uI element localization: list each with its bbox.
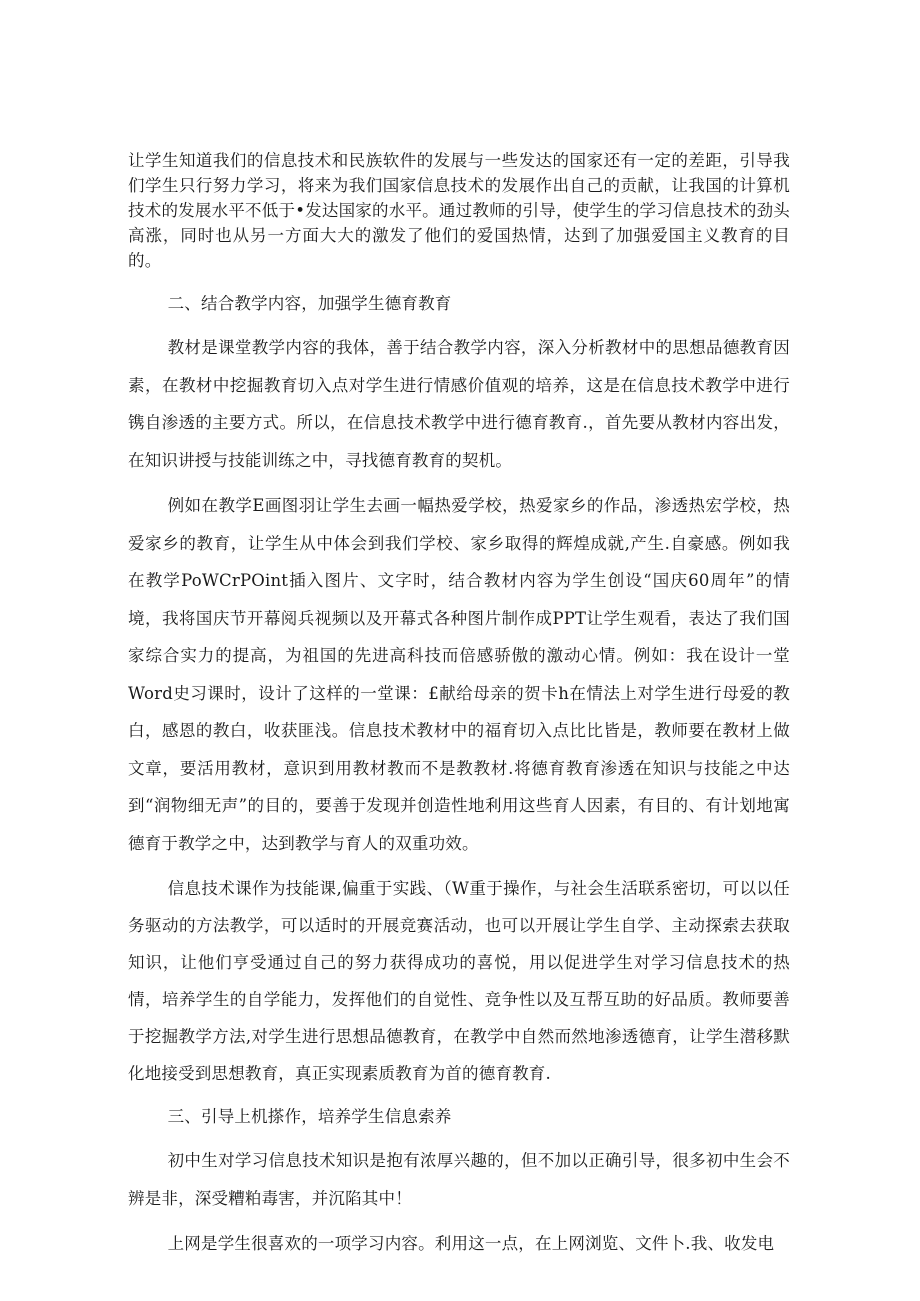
paragraph-examples: 例如在教学E画图羽让学生去画一幅热爱学校，热爱家乡的作品，渗透热宏学校，热爱家乡的教育，让学生从中体会到我们学校、家乡取得的辉煌成就,产生.自豪感。例如我在教学PoWCrPOint插入图片、文字时，结合教材内容为学生创设“国庆60周年”的情境，我将国庆节开幕阅兵视频以及开幕式各种图片制作成PPT让学生观看，表达了我们国家综合实力的提高，为祖国的先进高科技而倍感骄傲的激动心情。例如：我在设计一堂Word史习课时，设计了这样的一堂课：£献给母亲的贺卡h在情法上对学生进行母爱的教白，感恩的教白，收获匪浅。信息技术教材中的福育切入点比比皆是，教师要在教材上做文章，要活用教材，意识到用教材教而不是教教材.将德育教育渗透在知识与技能之中达到“润物细无声”的目的，要善于发现并创造性地利用这些育人因素，有目的、有计划地寓德育于教学之中，达到教学与育人的双重功效。 xyxy=(128,496,790,853)
section-heading-2: 二、结合教学内容，加强学生德育教育 xyxy=(167,294,452,313)
paragraph-junior-students: 初中生对学习信息技术知识是抱有浓厚兴趣的，但不加以正确引导，很多初中生会不辨是非，深受糟粕毒害，并沉陷其中！ xyxy=(128,1151,790,1208)
section-heading-3: 三、引导上机搽作，培养学生信息索养 xyxy=(167,1107,452,1126)
paragraph-internet: 上网是学生很喜欢的一项学习内容。利用这一点，在上网浏览、文件卜.我、收发电 xyxy=(167,1234,775,1253)
paragraph-textbook: 教材是课堂教学内容的我体，善于结合教学内容，深入分析教材中的思想品德教育因素，在教材中挖掘教育切入点对学生进行情感价值观的培养，这是在信息技术教学中进行镌自渗透的主要方式。所以，在信息技术教学中进行德育教育.，首先要从教材内容出发，在知识讲授与技能训练之中，寻找德育教育的契机。 xyxy=(128,338,790,470)
paragraph-skills-course: 信息技术课作为技能课,偏重于实践、（W重于操作，与社会生活联系密切，可以以任务驱动的方法教学，可以适时的开展竞赛活动，也可以开展让学生自学、主动探索去获取知识，让他们亨受通过自己的努力获得成功的喜悦，用以促进学生对学习信息技术的热情，培养学生的自学能力，发挥他们的自觉性、竞争性以及互帮互助的好品质。教师要善于挖掘教学方法,对学生进行思想品德教育，在教学中自然而然地渗透德育，让学生潜移默化地接受到思想教育，真正实现素质教育为首的德育教育. xyxy=(128,879,790,1083)
paragraph-intro: 让学生知道我们的信息技术和民族软件的发展与一些发达的国家还有一定的差距，引导我们学生只行努力学习，将来为我们国家信息技术的发展作出自己的贡献，让我国的计算机技术的发展水平不低于•发达国家的水平。通过教师的引导，使学生的学习信息技术的劲头高涨，同时也从另一方面大大的激发了他们的爱国热情，达到了加强爱国主义教育的目的。 xyxy=(128,151,790,270)
document-body xyxy=(128,148,790,1271)
